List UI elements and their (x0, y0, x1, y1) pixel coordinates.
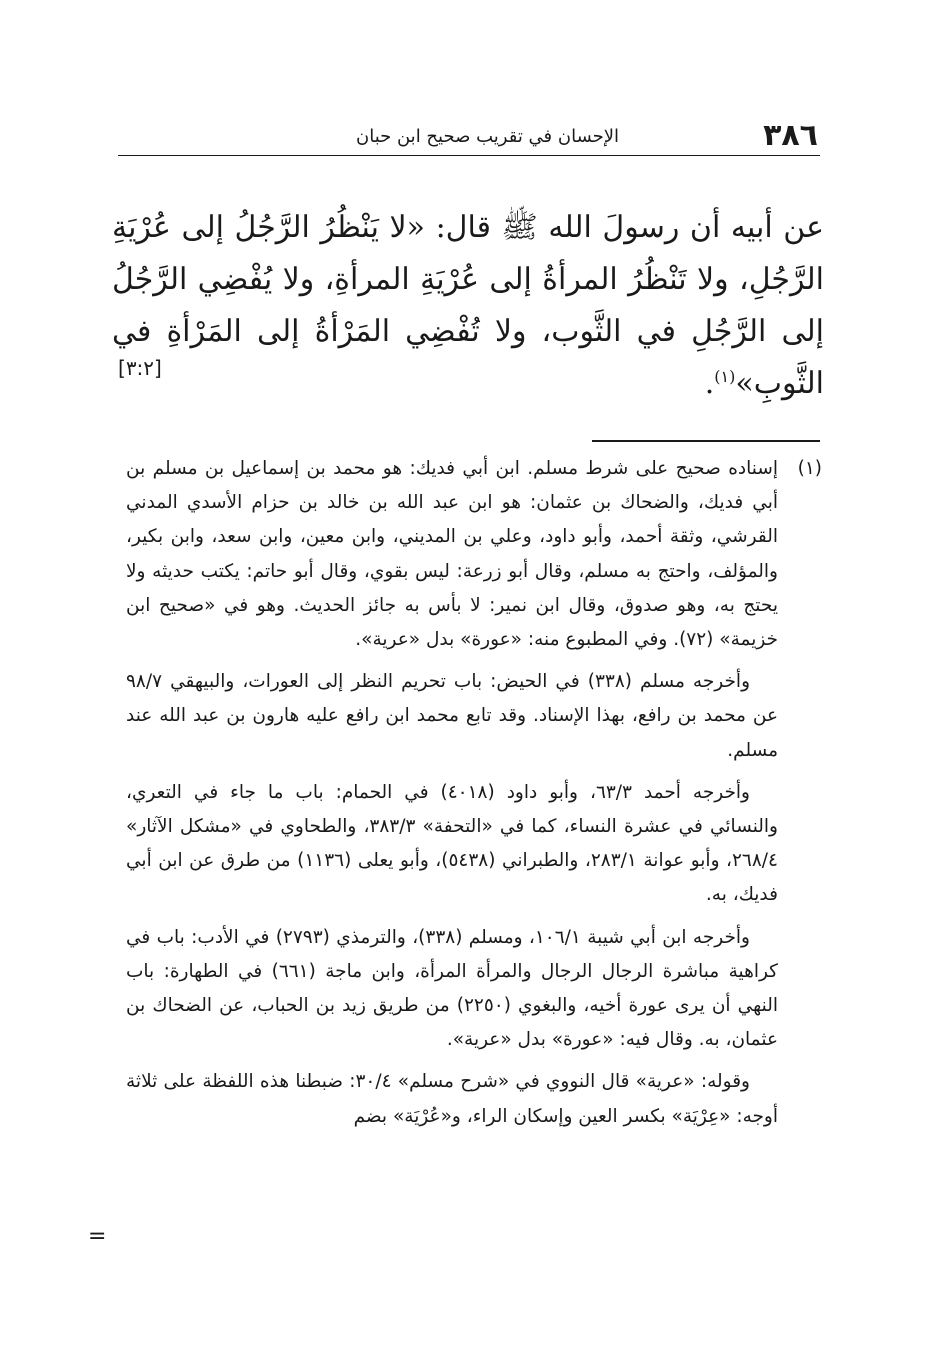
hadith-body: عن أبيه أن رسولَ الله ﷺ قال: «لا يَنْظُرُ الرَّجُلُ إلى عُرْيَةِ الرَّجُلِ، ولا تَنْظُرُ المرأةُ إلى عُرْيَةِ المرأةِ، ولا يُفْضِي الرَّجُلُ إلى الرَّجُلِ في الثَّوب، ولا تُفْضِي المَرْأةُ إلى المَرْأةِ في الثَّوبِ» (112, 210, 825, 401)
footnote-paragraph: وقوله: «عرية» قال النووي في «شرح مسلم» ٣٠/٤: ضبطنا هذه اللفظة على ثلاثة أوجه: «عِرْيَة» بكسر العين وإسكان الراء، و«عُرْيَة» بضم (126, 1071, 778, 1127)
footnote-paragraph: إسناده صحيح على شرط مسلم. ابن أبي فديك: هو محمد بن إسماعيل بن مسلم بن أبي فديك، والضحاك بن عثمان: هو ابن عبد الله بن خالد بن حزام الأسدي المدني القرشي، وثقة أحمد، وأبو داود، وعلي بن المديني، وابن معين، وابن سعد، وابن بكير، والمؤلف، واحتج به مسلم، وقال أبو زرعة: ليس بقوي، وقال أبو حاتم: يكتب حديثه ولا يحتج به، وهو صدوق، وقال ابن نمير: لا بأس به جائز الحديث. وهو في «صحيح ابن خزيمة» (٧٢). وفي المطبوع منه: «عورة» بدل «عرية». (126, 458, 778, 651)
footnote-divider (592, 440, 820, 442)
hadith-text (112, 202, 824, 410)
footnotes (126, 452, 822, 1134)
page-header (118, 118, 818, 158)
footnote-reference: (١) (714, 367, 736, 386)
header-divider (118, 155, 820, 156)
running-title: الإحسان في تقريب صحيح ابن حبان (356, 126, 620, 147)
footnote-paragraph: وأخرجه ابن أبي شيبة ١٠٦/١، ومسلم (٣٣٨)، والترمذي (٢٧٩٣) في الأدب: باب في كراهية مباشرة الرجال الرجال والمرأة المرأة، وابن ماجة (٦٦١) في الطهارة: باب النهي أن يرى عورة أخيه، والبغوي (٢٢٥٠) من طريق زيد بن الحباب، عن الضحاك بن عثمان، به. وقال فيه: «عورة» بدل «عرية». (126, 926, 778, 1051)
continuation-mark: = (88, 1224, 107, 1249)
footnote-paragraph: وأخرجه مسلم (٣٣٨) في الحيض: باب تحريم النظر إلى العورات، والبيهقي ٩٨/٧ عن محمد بن رافع، بهذا الإسناد. وقد تابع محمد ابن رافع عليه هارون بن عبد الله عند مسلم. (126, 671, 778, 761)
footnote-item (126, 452, 822, 657)
footnote-marker: (١) (797, 458, 822, 479)
hadith-classification: [٣:٢] (118, 356, 162, 380)
footnote-paragraph: وأخرجه أحمد ٦٣/٣، وأبو داود (٤٠١٨) في الحمام: باب ما جاء في التعري، والنسائي في عشرة النساء، كما في «التحفة» ٣٨٣/٣، والطحاوي في «مشكل الآثار» ٢٦٨/٤، وأبو عوانة ٢٨٣/١، والطبراني (٥٤٣٨)، وأبو يعلى (١١٣٦) من طرق عن ابن أبي فديك، به. (126, 781, 778, 906)
hadith-end: . (704, 366, 715, 401)
page-number: ٣٨٦ (763, 118, 818, 153)
